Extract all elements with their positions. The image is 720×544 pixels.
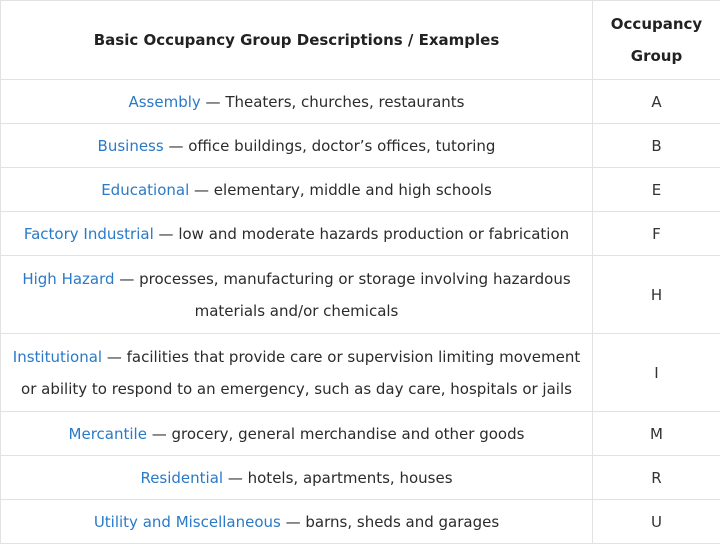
description-separator: — bbox=[115, 270, 140, 288]
table-row bbox=[1, 412, 720, 456]
occupancy-type-link[interactable]: Business bbox=[98, 137, 164, 155]
description-separator: — bbox=[223, 469, 248, 487]
description-cell bbox=[1, 334, 593, 412]
description-text: grocery, general merchandise and other goods bbox=[172, 425, 525, 443]
occupancy-group-header-line2: Group bbox=[631, 47, 682, 65]
description-text: facilities that provide care or supervision limiting movement or ability to respond to an emergency, such as day care, hospitals or jails bbox=[21, 348, 580, 398]
description-separator: — bbox=[102, 348, 127, 366]
group-code-cell: B bbox=[593, 124, 720, 168]
description-cell bbox=[1, 212, 593, 256]
description-cell bbox=[1, 456, 593, 500]
description-separator: — bbox=[281, 513, 306, 531]
group-code-cell: R bbox=[593, 456, 720, 500]
description-separator: — bbox=[147, 425, 172, 443]
group-code-cell: A bbox=[593, 80, 720, 124]
description-text: low and moderate hazards production or fabrication bbox=[178, 225, 569, 243]
description-text: Theaters, churches, restaurants bbox=[225, 93, 464, 111]
occupancy-group-header-line1: Occupancy bbox=[611, 15, 702, 33]
occupancy-type-link[interactable]: Institutional bbox=[13, 348, 102, 366]
group-code-cell: M bbox=[593, 412, 720, 456]
description-separator: — bbox=[154, 225, 179, 243]
description-text: elementary, middle and high schools bbox=[214, 181, 492, 199]
occupancy-type-link[interactable]: Utility and Miscellaneous bbox=[94, 513, 281, 531]
table-row bbox=[1, 256, 720, 334]
occupancy-type-link[interactable]: High Hazard bbox=[22, 270, 114, 288]
description-text: barns, sheds and garages bbox=[305, 513, 499, 531]
table-row bbox=[1, 500, 720, 544]
description-cell bbox=[1, 80, 593, 124]
group-code-cell: E bbox=[593, 168, 720, 212]
table-row bbox=[1, 334, 720, 412]
description-cell bbox=[1, 412, 593, 456]
table-row bbox=[1, 168, 720, 212]
description-cell bbox=[1, 256, 593, 334]
occupancy-type-link[interactable]: Residential bbox=[140, 469, 223, 487]
description-text: hotels, apartments, houses bbox=[248, 469, 453, 487]
description-cell bbox=[1, 168, 593, 212]
description-separator: — bbox=[189, 181, 214, 199]
table-row bbox=[1, 456, 720, 500]
group-code-cell: H bbox=[593, 256, 720, 334]
description-cell bbox=[1, 124, 593, 168]
group-code-cell: I bbox=[593, 334, 720, 412]
occupancy-type-link[interactable]: Factory Industrial bbox=[24, 225, 154, 243]
table-header-row bbox=[1, 1, 720, 80]
description-column-header: Basic Occupancy Group Descriptions / Examples bbox=[1, 1, 593, 80]
occupancy-type-link[interactable]: Educational bbox=[101, 181, 189, 199]
occupancy-type-link[interactable]: Mercantile bbox=[69, 425, 147, 443]
table-row bbox=[1, 124, 720, 168]
group-code-cell: F bbox=[593, 212, 720, 256]
table-row bbox=[1, 80, 720, 124]
table-row bbox=[1, 212, 720, 256]
group-code-cell: U bbox=[593, 500, 720, 544]
description-cell bbox=[1, 500, 593, 544]
description-text: office buildings, doctor’s offices, tutoring bbox=[188, 137, 495, 155]
description-separator: — bbox=[201, 93, 226, 111]
description-text: processes, manufacturing or storage involving hazardous materials and/or chemicals bbox=[139, 270, 571, 320]
description-separator: — bbox=[164, 137, 189, 155]
occupancy-type-link[interactable]: Assembly bbox=[128, 93, 200, 111]
occupancy-group-column-header bbox=[593, 1, 720, 80]
